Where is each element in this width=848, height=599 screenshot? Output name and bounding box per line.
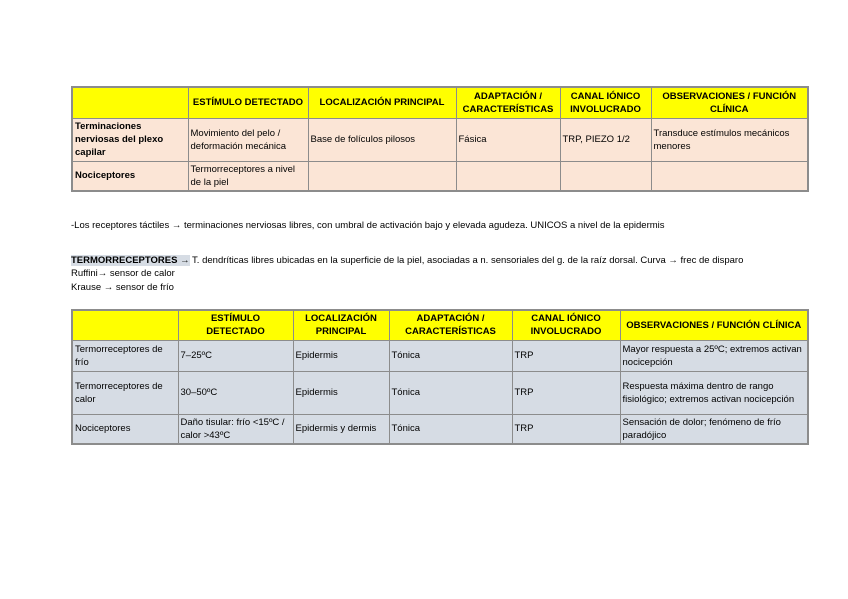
table-header-row: [72, 310, 808, 340]
table-cell: Respuesta máxima dentro de rango fisiológico; extremos activan nocicepción: [620, 371, 808, 414]
row-label: Nociceptores: [72, 161, 188, 191]
header-cell-stimulus: ESTÍMULO DETECTADO: [178, 310, 293, 340]
header-cell-empty: [72, 310, 178, 340]
table-row: [72, 340, 808, 371]
header-cell-ion-channel: CANAL IÓNICO INVOLUCRADO: [560, 87, 651, 118]
thermoreceptors-text: T. dendríticas libres ubicadas en la superficie de la piel, asociadas a n. sensoriales del g. de la raíz dorsal. Curva → frec de disparo: [189, 255, 744, 266]
table-cell: Mayor respuesta a 25ºC; extremos activan nocicepción: [620, 340, 808, 371]
table-cell: [456, 161, 560, 191]
header-cell-stimulus: ESTÍMULO DETECTADO: [188, 87, 308, 118]
table-cell: Daño tisular: frío <15ºC / calor >43ºC: [178, 414, 293, 444]
table-cell: 30–50ºC: [178, 371, 293, 414]
table-cell: Transduce estímulos mecánicos menores: [651, 118, 808, 161]
table-cell: Tónica: [389, 414, 512, 444]
table-cell: Epidermis: [293, 340, 389, 371]
thermoreceptors-note: [71, 254, 743, 267]
table-cell: Fásica: [456, 118, 560, 161]
table-row: [72, 161, 808, 191]
table-cell: Termorreceptores a nivel de la piel: [188, 161, 308, 191]
table-row: [72, 118, 808, 161]
table-row: [72, 371, 808, 414]
table-cell: 7–25ºC: [178, 340, 293, 371]
table-cell: [651, 161, 808, 191]
row-label: Terminaciones nerviosas del plexo capilar: [72, 118, 188, 161]
header-cell-ion-channel: CANAL IÓNICO INVOLUCRADO: [512, 310, 620, 340]
row-label: Nociceptores: [72, 414, 178, 444]
table-cell: Epidermis: [293, 371, 389, 414]
table-header-row: [72, 87, 808, 118]
mechanoreceptor-table: [71, 86, 809, 192]
header-cell-location: LOCALIZACIÓN PRINCIPAL: [308, 87, 456, 118]
table-cell: Epidermis y dermis: [293, 414, 389, 444]
table-cell: Base de folículos pilosos: [308, 118, 456, 161]
tactile-receptors-note: -Los receptores táctiles → terminaciones nerviosas libres, con umbral de activación bajo y elevada agudeza. UNICOS a nivel de la epidermis: [71, 220, 665, 231]
table-cell: [560, 161, 651, 191]
header-cell-adaptation: ADAPTACIÓN / CARACTERÍSTICAS: [456, 87, 560, 118]
header-cell-adaptation: ADAPTACIÓN / CARACTERÍSTICAS: [389, 310, 512, 340]
table-row: [72, 414, 808, 444]
header-cell-observations: OBSERVACIONES / FUNCIÓN CLÍNICA: [620, 310, 808, 340]
table-cell: TRP: [512, 414, 620, 444]
thermoreceptors-label: TERMORRECEPTORES →: [71, 255, 190, 266]
header-cell-empty: [72, 87, 188, 118]
row-label: Termorreceptores de frío: [72, 340, 178, 371]
table-cell: TRP: [512, 371, 620, 414]
header-cell-location: LOCALIZACIÓN PRINCIPAL: [293, 310, 389, 340]
table-cell: [308, 161, 456, 191]
row-label: Termorreceptores de calor: [72, 371, 178, 414]
thermoreceptor-table: [71, 309, 809, 445]
table-cell: Movimiento del pelo / deformación mecánica: [188, 118, 308, 161]
table-cell: Tónica: [389, 340, 512, 371]
ruffini-note: Ruffini→ sensor de calor: [71, 268, 175, 279]
table-cell: Sensación de dolor; fenómeno de frío paradójico: [620, 414, 808, 444]
table-cell: TRP: [512, 340, 620, 371]
table-cell: Tónica: [389, 371, 512, 414]
krause-note: Krause → sensor de frío: [71, 282, 174, 293]
header-cell-observations: OBSERVACIONES / FUNCIÓN CLÍNICA: [651, 87, 808, 118]
table-cell: TRP, PIEZO 1/2: [560, 118, 651, 161]
